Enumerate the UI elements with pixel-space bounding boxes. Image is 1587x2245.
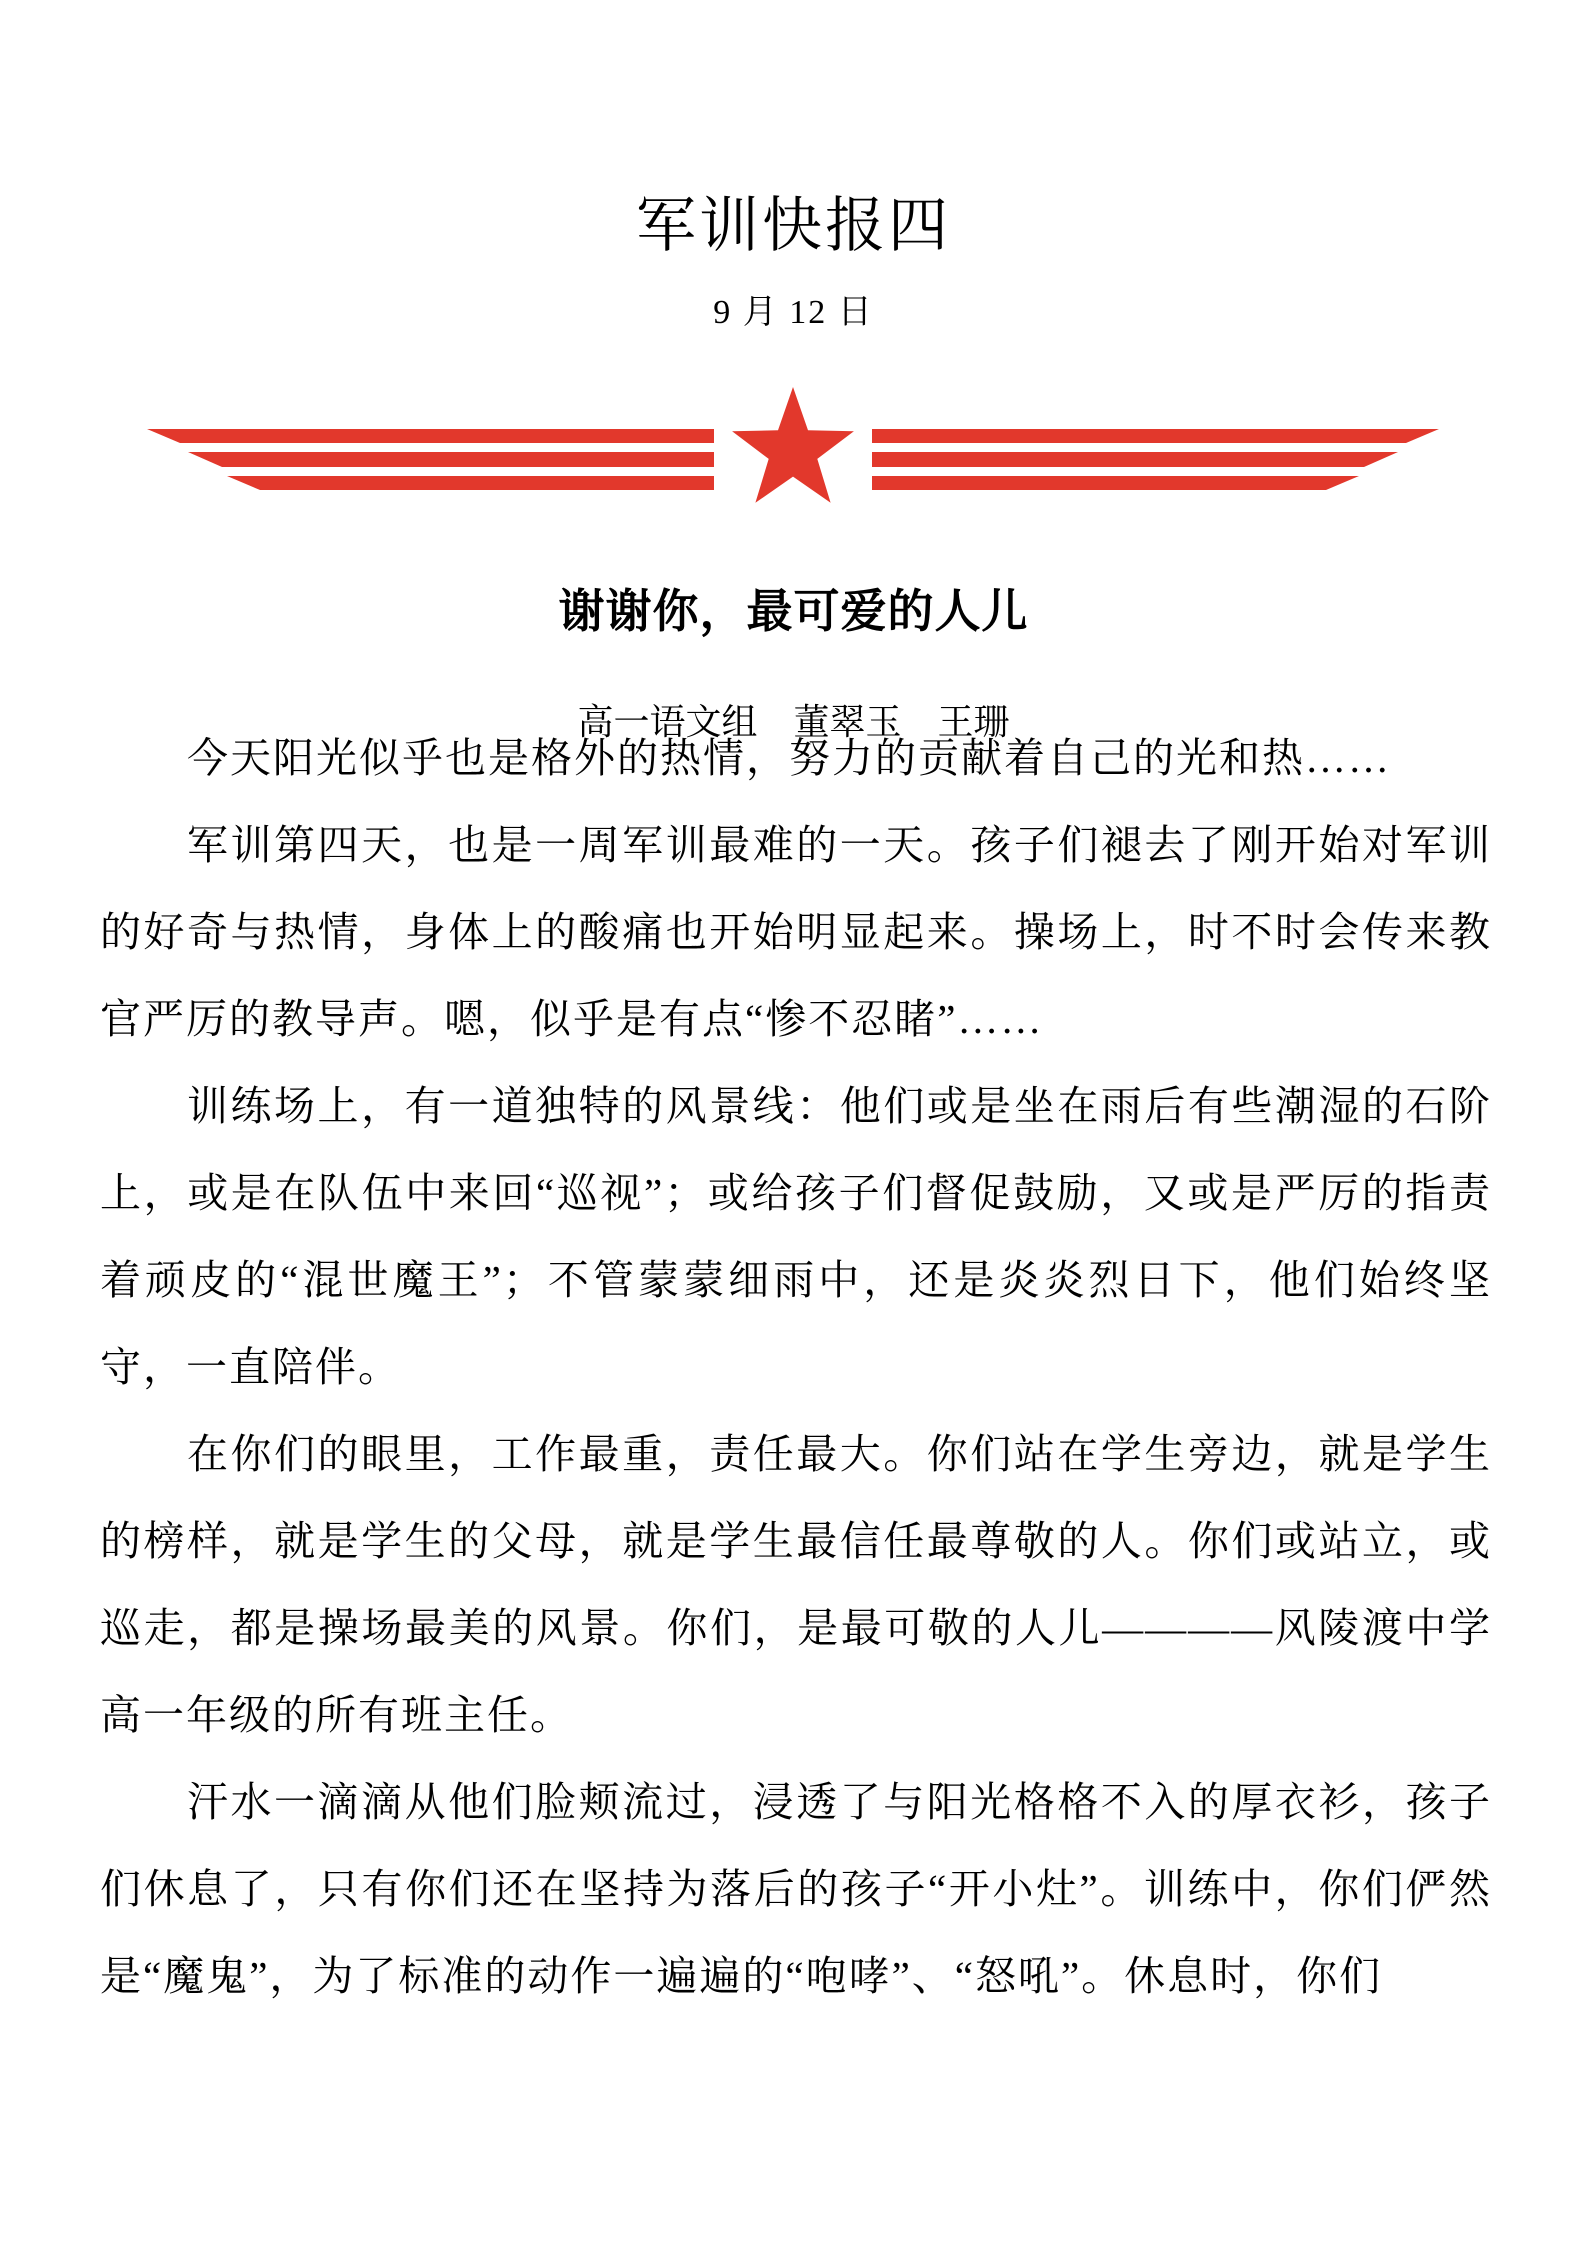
left-wing-stripe-3 — [227, 476, 714, 490]
right-wing-stripe-2 — [872, 452, 1398, 467]
paragraph: 今天阳光似乎也是格外的热情，努力的贡献着自己的光和热…… — [187, 735, 1391, 781]
article-byline: 高一语文组 董翠玉 王珊 — [577, 702, 1010, 742]
paragraph: 训练场上，有一道独特的风景线：他们或是坐在雨后有些潮湿的石阶上，或是在队伍中来回“巡视”；或给孩子们督促鼓励，又或是严厉的指责着顽皮的“混世魔王”；不管蒙蒙细雨中，还是炎炎烈日下，他们始终坚守，一直陪伴。 — [100, 1083, 1492, 1390]
red-star-icon — [732, 387, 854, 503]
article-body — [100, 715, 1492, 2020]
doc-title: 军训快报四 — [636, 192, 951, 259]
right-wing-stripe-3 — [872, 476, 1359, 490]
paragraph: 汗水一滴滴从他们脸颊流过，浸透了与阳光格格不入的厚衣衫，孩子们休息了，只有你们还在坚持为落后的孩子“开小灶”。训练中，你们俨然是“魔鬼”，为了标准的动作一遍遍的“咆哮”、“怒吼”。休息时，你们 — [100, 1779, 1492, 1999]
right-wing-stripe-1 — [872, 429, 1439, 443]
star-wings-emblem — [0, 385, 1587, 515]
left-wing-stripe-2 — [188, 452, 714, 467]
paragraph: 在你们的眼里，工作最重，责任最大。你们站在学生旁边，就是学生的榜样，就是学生的父母，就是学生最信任最尊敬的人。你们或站立，或巡走，都是操场最美的风景。你们，是最可敬的人儿————风陵渡中学高一年级的所有班主任。 — [100, 1431, 1492, 1738]
doc-date: 9 月 12 日 — [713, 294, 874, 331]
left-wing-stripe-1 — [147, 429, 714, 443]
article-headline: 谢谢你，最可爱的人儿 — [558, 585, 1029, 637]
paragraph: 军训第四天，也是一周军训最难的一天。孩子们褪去了刚开始对军训的好奇与热情，身体上的酸痛也开始明显起来。操场上，时不时会传来教官严厉的教导声。嗯，似乎是有点“惨不忍睹”…… — [100, 822, 1492, 1042]
